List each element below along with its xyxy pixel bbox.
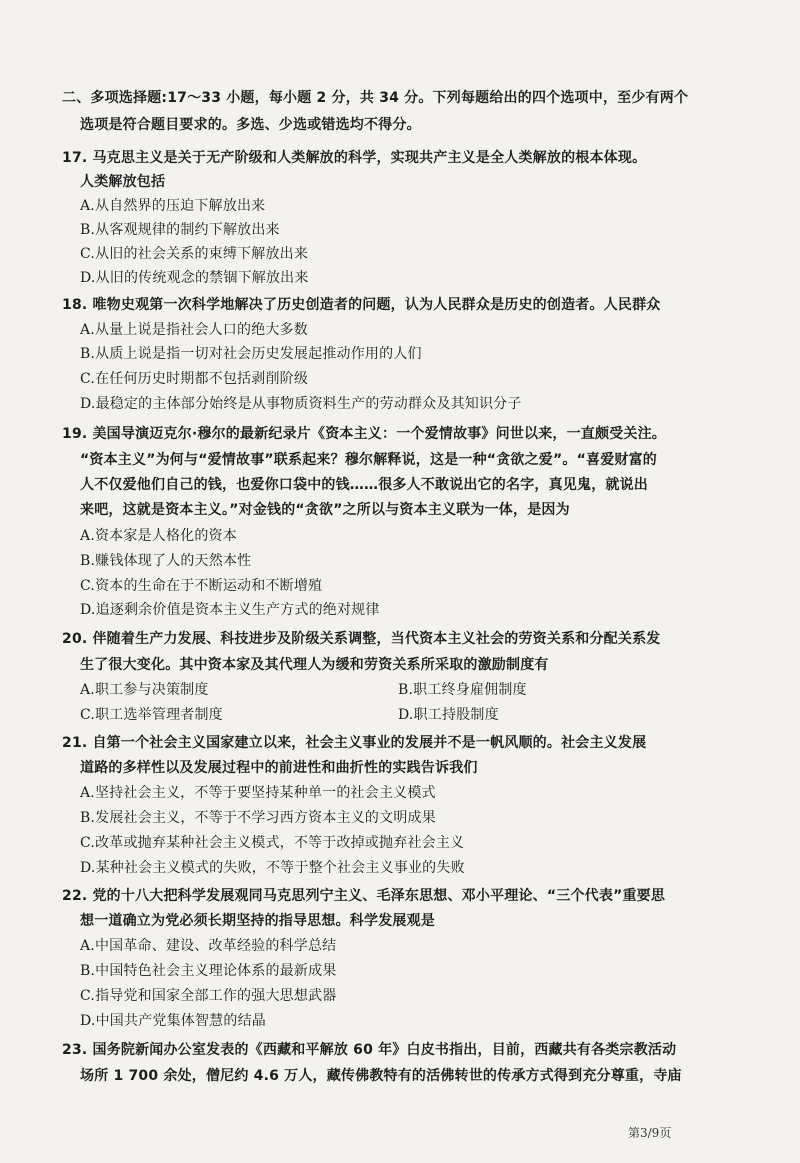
q22-option-d: D.中国共产党集体智慧的结晶 <box>80 1013 266 1029</box>
q19-option-d: D.追逐剩余价值是资本主义生产方式的绝对规律 <box>80 602 380 618</box>
q18-option-a: A.从量上说是指社会人口的绝大多数 <box>80 322 308 338</box>
q19-stem-line-3: 人不仅爱他们自己的钱，也爱你口袋中的钱……很多人不敢说出它的名字，真见鬼，就说出 <box>80 477 648 493</box>
q19-option-c: C.资本的生命在于不断运动和不断增殖 <box>80 578 323 594</box>
q23-stem-line-2: 场所 1 700 余处，僧尼约 4.6 万人，藏传佛教特有的活佛转世的传承方式得到充分尊重，寺庙 <box>80 1068 682 1084</box>
q21-option-b: B.发展社会主义，不等于不学习西方资本主义的文明成果 <box>80 810 436 826</box>
q19-stem-line-1: 19. 美国导演迈克尔·穆尔的最新纪录片《资本主义：一个爱情故事》问世以来，一直颇受关注。 <box>62 426 666 442</box>
q20-stem-line-2: 生了很大变化。其中资本家及其代理人为缓和劳资关系所采取的激励制度有 <box>80 657 549 673</box>
q22-option-c: C.指导党和国家全部工作的强大思想武器 <box>80 988 337 1004</box>
page-number: 第3/9页 <box>628 1126 672 1140</box>
q23-stem-line-1: 23. 国务院新闻办公室发表的《西藏和平解放 60 年》白皮书指出，目前，西藏共有各类宗教活动 <box>62 1042 677 1058</box>
q20-option-d: D.职工持股制度 <box>398 707 499 723</box>
section-heading-line-2: 选项是符合题目要求的。多选、少选或错选均不得分。 <box>80 117 421 133</box>
q18-stem-line-1: 18. 唯物史观第一次科学地解决了历史创造者的问题，认为人民群众是历史的创造者。人民群众 <box>62 297 661 313</box>
q18-option-c: C.在任何历史时期都不包括剥削阶级 <box>80 371 309 387</box>
q17-option-d: D.从旧的传统观念的禁锢下解放出来 <box>80 270 309 286</box>
q17-option-b: B.从客观规律的制约下解放出来 <box>80 222 280 238</box>
q22-option-b: B.中国特色社会主义理论体系的最新成果 <box>80 963 337 979</box>
q18-option-b: B.从质上说是指一切对社会历史发展起推动作用的人们 <box>80 346 422 362</box>
q19-option-b: B.赚钱体现了人的天然本性 <box>80 553 252 569</box>
q17-stem-line-2: 人类解放包括 <box>80 174 166 190</box>
q17-option-a: A.从自然界的压迫下解放出来 <box>80 198 266 214</box>
q19-stem-line-2: “资本主义”为何与“爱情故事”联系起来？穆尔解释说，这是一种“贪欲之爱”。“喜爱财富的 <box>80 452 658 468</box>
q17-option-c: C.从旧的社会关系的束缚下解放出来 <box>80 246 309 262</box>
q17-stem-line-1: 17. 马克思主义是关于无产阶级和人类解放的科学，实现共产主义是全人类解放的根本体现。 <box>62 150 647 166</box>
q20-option-a: A.职工参与决策制度 <box>80 682 209 698</box>
section-heading-line-1: 二、多项选择题:17～33 小题，每小题 2 分，共 34 分。下列每题给出的四个选项中，至少有两个 <box>62 90 689 106</box>
q18-option-d: D.最稳定的主体部分始终是从事物质资料生产的劳动群众及其知识分子 <box>80 396 522 412</box>
q21-option-a: A.坚持社会主义，不等于要坚持某种单一的社会主义模式 <box>80 785 436 801</box>
q19-option-a: A.资本家是人格化的资本 <box>80 528 237 544</box>
q19-stem-line-4: 来吧，这就是资本主义。”对金钱的“贪欲”之所以与资本主义联为一体，是因为 <box>80 502 570 518</box>
q21-option-d: D.某种社会主义模式的失败，不等于整个社会主义事业的失败 <box>80 860 465 876</box>
q20-stem-line-1: 20. 伴随着生产力发展、科技进步及阶级关系调整，当代资本主义社会的劳资关系和分配关系发 <box>62 631 661 647</box>
q20-option-c: C.职工选举管理者制度 <box>80 707 223 723</box>
q22-stem-line-2: 想一道确立为党必须长期坚持的指导思想。科学发展观是 <box>80 913 435 929</box>
q22-stem-line-1: 22. 党的十八大把科学发展观同马克思列宁主义、毛泽东思想、邓小平理论、“三个代表”重要思 <box>62 888 666 904</box>
q22-option-a: A.中国革命、建设、改革经验的科学总结 <box>80 938 337 954</box>
q21-stem-line-1: 21. 自第一个社会主义国家建立以来，社会主义事业的发展并不是一帆风顺的。社会主义发展 <box>62 735 647 751</box>
q21-option-c: C.改革或抛弃某种社会主义模式，不等于改掉或抛弃社会主义 <box>80 835 465 851</box>
q20-option-b: B.职工终身雇佣制度 <box>398 682 527 698</box>
q21-stem-line-2: 道路的多样性以及发展过程中的前进性和曲折性的实践告诉我们 <box>80 760 478 776</box>
